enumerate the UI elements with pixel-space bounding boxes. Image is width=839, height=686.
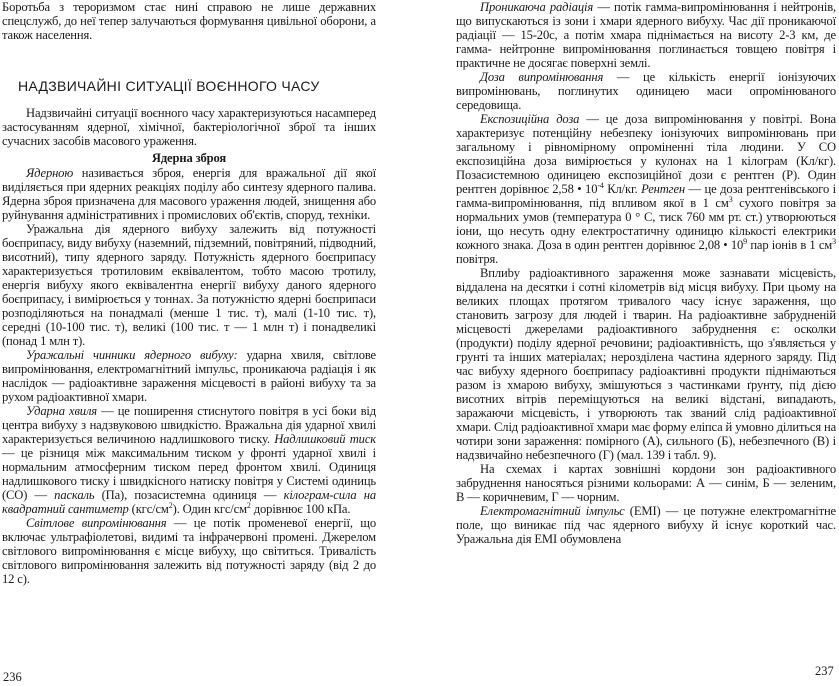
term: кілограм-сила на квадратний сантиметр: [2, 488, 376, 516]
term: Ударна хвиля: [26, 404, 97, 418]
right-column: [456, 0, 836, 546]
paragraph: Проникаюча радіація — потік гамма-випромінювання і нейтронів, що випускаються із зони і хмари ядерного вибуху. Час дії проникаючої радіації — 15-20с, а потім хмара піднімається на висоту 2-3 км, де гамма- нейтронне випромінювання поглинається товщею повітря і практичне не досягає поверхні землі.: [456, 0, 836, 70]
intro-paragraph: Боротьба з тероризмом стає нині справою не лише державних спецслужб, до неї тепер залучаються формування цивільної оборони, а також населення.: [2, 0, 376, 42]
paragraph: Уражальна дія ядерного вибуху залежить від потужності боєприпасу, виду вибуху (наземний, підземний, повітряний, підводний, висотний), типу ядерного заряду. Потужність ядерного боєприпасу характеризується тротиловим еквівалентом, тобто масою тротилу, енергія вибуху якого еквівалентна енергії вибуху даного ядерного боєприпасу, і вимірюється у тоннах. За потужністю ядерні боєприпаси розподіляються на понадмалі (менше 1 тис. т), малі (1-10 тис. т), середні (10-100 тис. т), великі (100 тис. т — 1 млн т) і понадвеликі (понад 1 млн т).: [2, 222, 376, 348]
term: Електромагнітний імпульс: [480, 504, 625, 518]
subheading: Ядерна зброя: [151, 151, 227, 165]
page-number-right: 237: [815, 664, 834, 678]
term: Рентген: [641, 182, 685, 196]
paragraph: На схемах і картах зовнішні кордони зон радіоактивного забруднення наносяться різними кольорами: А — синім, Б — зеленим, В — коричневим, Г — чорним.: [456, 462, 836, 504]
term: Експозиційна доза: [480, 112, 580, 126]
paragraph: Вплиbу радіоактивного зараження може зазнавати місцевість, віддалена на десятки і сотні кілометрів від місця вибуху. При цьому на великих площах протягом тривалого часу існує зараження, що становить загрозу для людей і тварин. На радіоактивне забрудненій місцевості джерелами радіоактивного забруднення є: осколки (продукти) поділу ядерної речовини; радіоактивність, що з'являється у грунті та інших матеріалах; нерозділена частина ядерного заряду. Під час вибуху ядерного боєприпасу радіоактивні продукти піднімаються разом із хмарою вибуху, змішуються з частинками ґрунту, під дією висотних вітрів переміщуються на великі відстані, випадають, заражаючи місцевість, і утворюють так званий слід радіоактивної хмари. Слід радіоактивної хмари має форму еліпса й умовно ділиться на чотири зони зараження: помірного (А), сильного (Б), небезпечного (В) і надзвичайно небезпечного (Г) (мал. 139 і табл. 9).: [456, 266, 837, 462]
page-number-left: 236: [3, 670, 22, 684]
left-column: [2, 0, 376, 586]
paragraph: Світлове випромінювання — це потік променевої енергії, що включає ультрафіолетові, видимі та інфрачервоні промені. Джерелом світлового випромінювання є місце вибуху, що світиться. Тривалість світлового випромінювання залежить від потужності заряду (від 2 до 12 с).: [2, 516, 376, 586]
term: Уражальні чинники ядерного вибуху:: [26, 348, 238, 362]
section-title: НАДЗВИЧАЙНІ СИТУАЦІЇ ВОЄННОГО ЧАСУ: [18, 78, 320, 94]
paragraph: Ударна хвиля — це поширення стиснутого повітря в усі боки від центра вибуху з надзвуковою швидкістю. Вражальна дія ударної хвилі характеризується величиною надлишкового тиску. Надлишковий тиск — це різниця між максимальним тиском у фронті ударної хвилі і нормальним атмосферним тиском перед фронтом хвилі. Одиниця надлишкового тиску і швидкісного натиску повітря у Системі одиниць (СО) — паскаль (Па), позасистемна одиниця — кілограм-сила на квадратний сантиметр $(кгс/см^2)$. Один кгс/$см^2$ дорівнює 100 кПа.: [2, 404, 377, 516]
paragraph: Експозиційна доза — це доза випромінювання у повітрі. Вона характеризує потенційну небезпеку іонізуючих випромінювань при загальному і рівномірному опроміненні тіла людини. У СО експозиційна доза вимірюється у кулонах на 1 кілограм (Кл/кг). Позасистемною одиницею експозиційної дози є рентген (Р). Один рентген дорівнює 2,58 • $10^{-4}$ Кл/кг. Рентген — це доза рентгенівського і гамма-випромінювання, під впливом якої в 1 $см^3$ сухого повітря за нормальних умов (температура 0 ° С, тиск 760 мм рт. ст.) утворюються іони, що несуть одну електростатичну одиницю кількості електрики кожного знака. Доза в один рентген дорівнює 2,08 • $10^9$ пар іонів в 1 $см^3$ повітря.: [456, 112, 837, 266]
term: Світлове випромінювання: [26, 516, 167, 530]
term: паскаль: [54, 488, 95, 502]
term: Доза випромінювання: [480, 70, 604, 84]
paragraph: Надзвичайні ситуації воєнного часу характеризуються насамперед застосуванням ядерної, хімічної, бактеріологічної зброї та інших сучасних засобів масового ураження.: [2, 106, 376, 148]
term: Надлишковий тиск: [274, 432, 377, 446]
paragraph: Уражальні чинники ядерного вибуху: ударна хвиля, світлове випромінювання, електромагнітний імпульс, проникаюча радіація і як наслідок — радіоактивне зараження місцевості в районі вибуху та за рухом радіоактивної хмари.: [2, 348, 376, 404]
paragraph: Доза випромінювання — це кількість енергії іонізуючих випромінювань, поглинутих одиницею маси опромінюваного середовища.: [456, 70, 836, 112]
term: Проникаюча радіація: [480, 0, 594, 14]
paragraph: Ядерною називається зброя, енергія для вражальної дії якої виділяється при ядерних реакціях поділу або синтезу ядерного палива. Ядерна зброя призначена для масового ураження людей, знищення або руйнування адміністративних і промислових об'єктів, споруд, техніки.: [2, 166, 376, 222]
paragraph: Електромагнітний імпульс (ЕМІ) — це потужне електромагнітне поле, що виникає під час ядерного вибуху й існує короткий час. Уражальна дія ЕМІ обумовлена: [456, 504, 836, 546]
term: Ядерною: [26, 166, 74, 180]
